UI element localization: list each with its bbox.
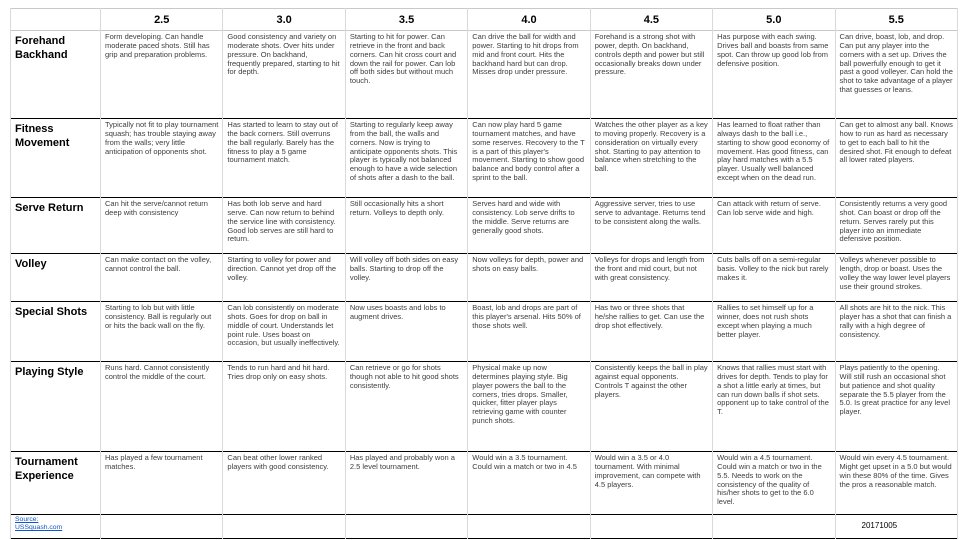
skill-row-label: Playing Style	[11, 362, 101, 452]
table-row	[11, 254, 958, 302]
rubric-cell: All shots are hit to the nick. This player has a shot that can finish a rally with a high degree of consistency.	[835, 302, 957, 362]
rubric-cell: Starting to hit for power. Can retrieve in the front and back corners. Can hit cross court and down the rail for power. Can lob off both sides but without much touch.	[345, 31, 467, 119]
date-stamp: 20171005	[835, 515, 957, 539]
footer-row	[11, 515, 958, 539]
rubric-cell: Can make contact on the volley, cannot control the ball.	[101, 254, 223, 302]
rating-column-header: 5.5	[835, 9, 957, 31]
rubric-cell: Has learned to float rather than always dash to the ball i.e., starting to show good economy of movement. Has good fitness, can play hard matches with a 5.5 player. Usually well balanced except when on the dead run.	[713, 119, 835, 198]
footer-empty-cell	[345, 515, 467, 539]
rubric-cell: Rallies to set himself up for a winner, does not rush shots except when playing a much better player.	[713, 302, 835, 362]
header-row	[11, 9, 958, 31]
footer-empty-cell	[101, 515, 223, 539]
rubric-cell: Watches the other player as a key to moving properly. Recovery is a consideration on virtually every shot. Starting to pay attention to balance when stretching to the ball.	[590, 119, 712, 198]
rubric-cell: Form developing. Can handle moderate paced shots. Still has grip and preparation problems.	[101, 31, 223, 119]
rating-column-header: 4.0	[468, 9, 590, 31]
rubric-cell: Volleys for drops and length from the front and mid court, but not with great consistency.	[590, 254, 712, 302]
skill-row-label: Serve Return	[11, 198, 101, 254]
rubric-cell: Knows that rallies must start with drives for depth. Tends to play for a shot a little early at times, but can run down balls if shot sets. opponent up to take control of the T.	[713, 362, 835, 452]
rubric-cell: Has played and probably won a 2.5 level tournament.	[345, 452, 467, 515]
rubric-cell: Plays patiently to the opening. Will still rush an occasional shot but patience and shot quality separate the 5.5 player from the 5.0. Is great practice for any level player.	[835, 362, 957, 452]
rubric-cell: Can lob consistently on moderate shots. Goes for drop on ball in middle of court. Understands let point rule. Uses boast on occasion, but usually ineffectively.	[223, 302, 345, 362]
footer-empty-cell	[223, 515, 345, 539]
rubric-cell: Can drive the ball for width and power. Starting to hit drops from mid and front court. Hits the backhand hard but can drop. Misses drop under pressure.	[468, 31, 590, 119]
rubric-cell: Can get to almost any ball. Knows how to run as hard as necessary to get to each ball to hit the desired shot. Fit enough to defeat all lower rated players.	[835, 119, 957, 198]
rubric-cell: Typically not fit to play tournament squash; has trouble staying away from the walls; very little anticipation of opponents shot.	[101, 119, 223, 198]
rubric-cell: Now volleys for depth, power and shots on easy balls.	[468, 254, 590, 302]
rubric-cell: Consistently returns a very good shot. Can boast or drop off the return. Serves rarely put this player into an immediate defensive position.	[835, 198, 957, 254]
rubric-cell: Will volley off both sides on easy balls. Starting to drop off the volley.	[345, 254, 467, 302]
rubric-cell: Boast, lob and drops are part of this player's arsenal. Hits 50% of those shots well.	[468, 302, 590, 362]
rubric-cell: Now uses boasts and lobs to augment drives.	[345, 302, 467, 362]
rubric-cell: Volleys whenever possible to length, drop or boast. Uses the volley the way lower level players use their ground strokes.	[835, 254, 957, 302]
rubric-cell: Tends to run hard and hit hard. Tries drop only on easy shots.	[223, 362, 345, 452]
rubric-cell: Has played a few tournament matches.	[101, 452, 223, 515]
rating-column-header: 3.5	[345, 9, 467, 31]
rubric-cell: Has both lob serve and hard serve. Can now return to behind the service line with consistency. Good lob serves are still hard to return.	[223, 198, 345, 254]
rubric-cell: Starting to volley for power and direction. Cannot yet drop off the volley.	[223, 254, 345, 302]
rubric-cell: Runs hard. Cannot consistently control the middle of the court.	[101, 362, 223, 452]
rating-column-header: 4.5	[590, 9, 712, 31]
rubric-cell: Cuts balls off on a semi-regular basis. Volley to the nick but rarely makes it.	[713, 254, 835, 302]
rubric-cell: Would win every 4.5 tournament. Might get upset in a 5.0 but would win these 80% of the time. Gives the pros a reasonable match.	[835, 452, 957, 515]
rubric-cell: Serves hard and wide with consistency. Lob serve drifts to the middle. Serve returns are generally good shots.	[468, 198, 590, 254]
table-row	[11, 198, 958, 254]
rubric-cell: Would win a 3.5 or 4.0 tournament. With minimal improvement, can compete with 4.5 players.	[590, 452, 712, 515]
source-label: Source:	[15, 516, 39, 523]
table-row	[11, 119, 958, 198]
footer-source-cell	[11, 515, 101, 539]
table-row	[11, 31, 958, 119]
rubric-cell: Can attack with return of serve. Can lob serve wide and high.	[713, 198, 835, 254]
footer-empty-cell	[713, 515, 835, 539]
skill-row-label: Tournament Experience	[11, 452, 101, 515]
table-row	[11, 302, 958, 362]
rubric-cell: Consistently keeps the ball in play against equal opponents. Controls T against the other players.	[590, 362, 712, 452]
rubric-cell: Can retrieve or go for shots though not able to hit good shots consistently.	[345, 362, 467, 452]
rubric-cell: Still occasionally hits a short return. Volleys to depth only.	[345, 198, 467, 254]
skill-row-label: Forehand Backhand	[11, 31, 101, 119]
rubric-cell: Aggressive server, tries to use serve to advantage. Returns tend to be consistent along the walls.	[590, 198, 712, 254]
rubric-cell: Starting to regularly keep away from the ball, the walls and corners. Now is trying to anticipate opponents shots. This player is typically not balanced enough to have a wide selection of shots after a dash to the ball.	[345, 119, 467, 198]
table-row	[11, 452, 958, 515]
rubric-cell: Can hit the serve/cannot return deep with consistency	[101, 198, 223, 254]
skill-row-label: Special Shots	[11, 302, 101, 362]
rubric-cell: Has purpose with each swing. Drives ball and boasts from same spot. Can throw up good lob from defensive position.	[713, 31, 835, 119]
rating-column-header: 3.0	[223, 9, 345, 31]
skill-row-label: Volley	[11, 254, 101, 302]
source-link[interactable]	[15, 516, 62, 533]
rubric-cell: Can beat other lower ranked players with good consistency.	[223, 452, 345, 515]
rubric-cell: Good consistency and variety on moderate shots. Over hits under pressure. On backhand, frequently prepared, starting to hit for depth.	[223, 31, 345, 119]
rubric-cell: Would win a 4.5 tournament. Could win a match or two in the 5.5. Needs to work on the consistency of the quality of his/her shots to get to the 6.0 level.	[713, 452, 835, 515]
rubric-cell: Has started to learn to stay out of the back corners. Still overruns the ball regularly. Barely has the fitness to play a 5 game tournament match.	[223, 119, 345, 198]
rubric-cell: Has two or three shots that he/she rallies to get. Can use the drop shot effectively.	[590, 302, 712, 362]
rating-column-header: 5.0	[713, 9, 835, 31]
footer-empty-cell	[590, 515, 712, 539]
table-row	[11, 362, 958, 452]
rubric-cell: Can drive, boast, lob, and drop. Can put any player into the corners with a set up. Drives the ball powerfully enough to get it past a good volleyer. Can hold the shot to take advantage of a player that guesses or leans.	[835, 31, 957, 119]
corner-cell	[11, 9, 101, 31]
rubric-cell: Can now play hard 5 game tournament matches, and have some reserves. Recovery to the T is a part of this player's movement. Starting to show good balance and body control after a sprint to the ball.	[468, 119, 590, 198]
skill-row-label: Fitness Movement	[11, 119, 101, 198]
source-link-text: USSquash.com	[15, 524, 63, 532]
rubric-cell: Forehand is a strong shot with power, depth. On backhand, controls depth and power but still occasionally breaks down under pressure.	[590, 31, 712, 119]
rubric-cell: Would win a 3.5 tournament. Could win a match or two in 4.5	[468, 452, 590, 515]
rubric-cell: Starting to lob but with little consistency. Ball is regularly out or hits the back wall on the fly.	[101, 302, 223, 362]
rating-rubric-table	[10, 8, 958, 539]
rubric-cell: Physical make up now determines playing style. Big player powers the ball to the corners, tries drops. Smaller, quicker, fitter player plays retrieving game with counter punch shots.	[468, 362, 590, 452]
rating-column-header: 2.5	[101, 9, 223, 31]
footer-empty-cell	[468, 515, 590, 539]
